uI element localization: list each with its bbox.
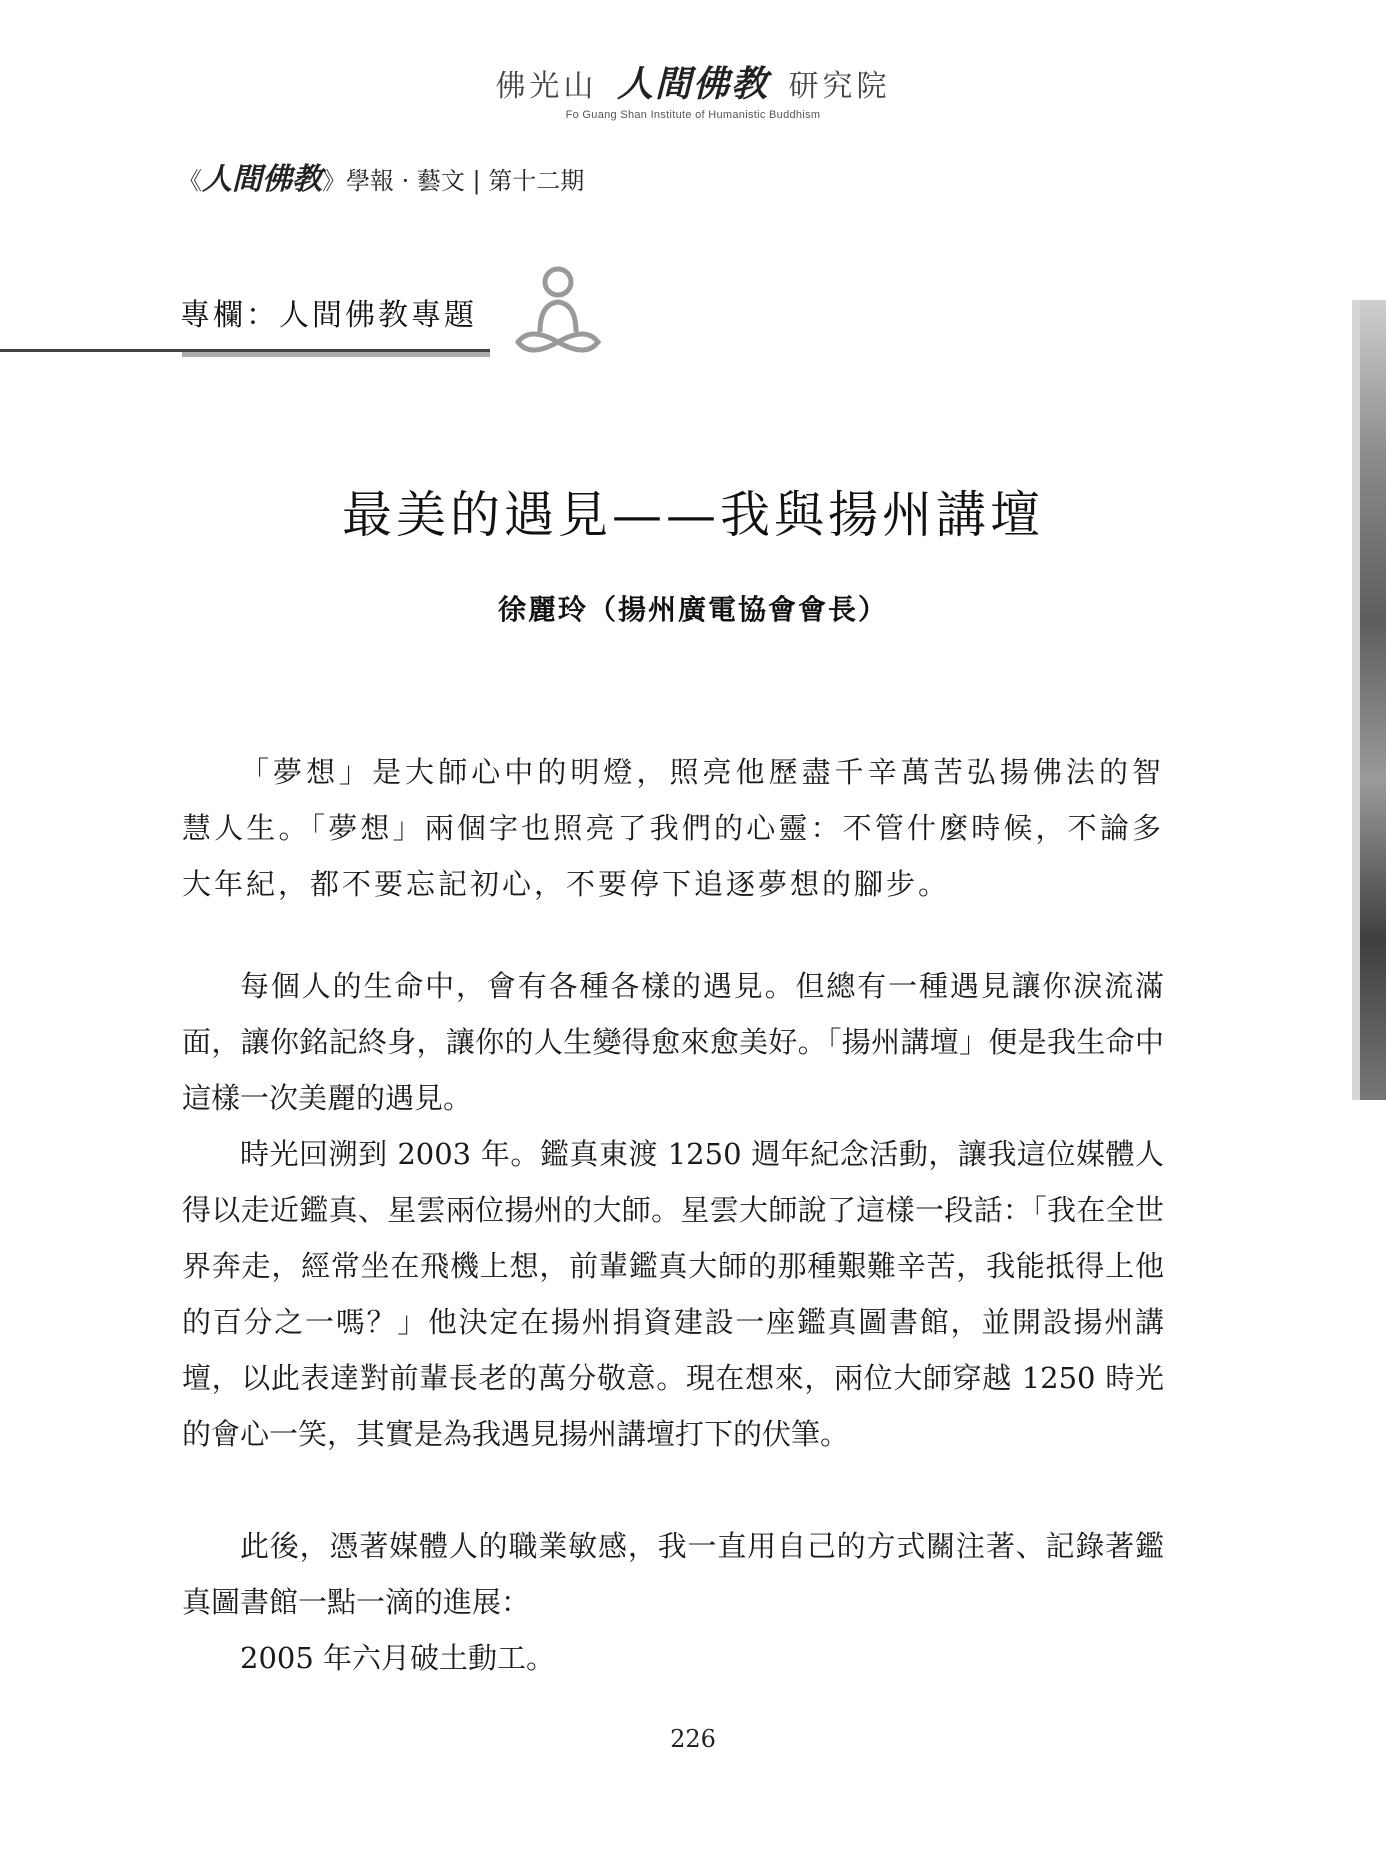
institute-brand: 人間佛教 [616,63,769,105]
institute-name [0,62,1386,109]
article-author: 徐麗玲（揚州廣電協會會長） [497,593,888,626]
body-paragraph-3: 此後，憑著媒體人的職業敏感，我一直用自己的方式關注著、記錄著鑑真圖書館一點一滴的進展： [182,1529,1164,1619]
institute-name-suffix: 研究院 [788,69,891,104]
column-title: 專欄：人間佛教專題 [180,298,477,333]
column-divider-shadow [182,352,490,357]
body-paragraph-2: 時光回溯到 2003 年。鑑真東渡 1250 週年紀念活動，讓我這位媒體人得以走近鑑真、星雲兩位揚州的大師。星雲大師說了這樣一段話：「我在全世界奔走，經常坐在飛機上想，前輩鑑真大師的那種艱難辛苦，我能抵得上他的百分之一嗎？」他決定在揚州捐資建設一座鑑真圖書館，並開設揚州講壇，以此表達對前輩長老的萬分敬意。現在想來，兩位大師穿越 1250 時光的會心一笑，其實是為我遇見揚州講壇打下的伏筆。 [182,1137,1164,1451]
body-paragraph-1: 每個人的生命中，會有各種各樣的遇見。但總有一種遇見讓你淚流滿面，讓你銘記終身，讓你的人生變得愈來愈美好。「揚州講壇」便是我生命中這樣一次美麗的遇見。 [182,969,1164,1115]
institute-name-prefix: 佛光山 [495,69,598,104]
article-title: 最美的遇見——我與揚州講壇 [342,486,1044,544]
meditating-figure-icon [510,262,606,362]
journal-brand: 人間佛教 [202,162,322,197]
body-paragraph-4: 2005 年六月破土動工。 [240,1641,556,1675]
page-number: 226 [670,1725,716,1753]
journal-open-bracket: 《 [178,167,202,195]
journal-issue: 》學報 · 藝文 | 第十二期 [322,167,585,195]
edge-photo-margin [1352,300,1360,1100]
intro-paragraph: 「夢想」是大師心中的明燈，照亮他歷盡千辛萬苦弘揚佛法的智慧人生。「夢想」兩個字也照亮了我們的心靈：不管什麼時候，不論多大年紀，都不要忘記初心，不要停下追逐夢想的腳步。 [182,755,1164,901]
edge-photo [1360,300,1386,1100]
journal-line [178,162,584,199]
institute-header [0,62,1386,121]
institute-english-name: Fo Guang Shan Institute of Humanistic Buddhism [565,109,821,121]
